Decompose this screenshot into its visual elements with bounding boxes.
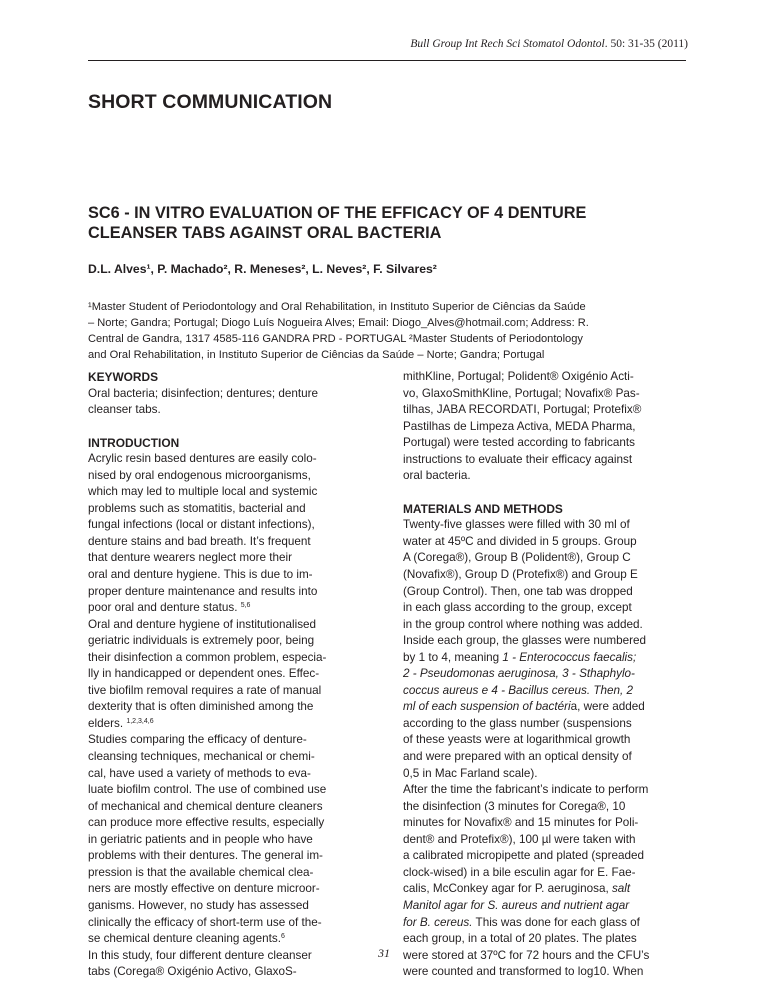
- text-line: oral bacteria.: [403, 469, 471, 483]
- text-fragment: elders.: [88, 716, 124, 730]
- text-line: of these yeasts were at logarithmical growth: [403, 733, 631, 747]
- introduction-heading: INTRODUCTION: [88, 435, 180, 450]
- text-line: luate biofilm control. The use of combined use: [88, 783, 327, 797]
- journal-name: Bull Group Int Rech Sci Stomatol Odontol: [410, 38, 605, 50]
- text-line: mithKline, Portugal; Polident® Oxigénio Acti-: [403, 370, 634, 383]
- text-line: Inside each group, the glasses were numbered: [403, 634, 646, 648]
- text-line: fungal infections (local or distant infections),: [88, 518, 315, 532]
- author-list: D.L. Alves¹, P. Machado², R. Meneses², L. Neves², F. Silvares²: [88, 262, 437, 276]
- text-line: pression is that the available chemical clea-: [88, 865, 314, 879]
- text-fragment: a, were added: [570, 700, 645, 714]
- text-line: coccus aureus e 4 - Bacillus cereus. Then, 2: [403, 683, 633, 697]
- spacer: [403, 485, 693, 501]
- text-line: a calibrated micropipette and plated (spreaded: [403, 849, 645, 863]
- text-line: nised by oral endogenous microorganisms,: [88, 468, 311, 482]
- affiliation-line: – Norte; Gandra; Portugal; Diogo Luís Nogueira Alves; Email: Diogo_Alves@hotmail.com; Address: R.: [88, 317, 589, 329]
- left-column: [88, 369, 378, 981]
- text-line: problems such as stomatitis, bacterial and: [88, 501, 306, 515]
- text-line: After the time the fabricant’s indicate to perform: [403, 783, 649, 797]
- italic-fragment: ml of each suspension of bactéri: [403, 700, 571, 714]
- text-fragment: This was done for each glass of: [472, 915, 640, 929]
- text-line: tive biofilm removal requires a rate of manual: [88, 683, 322, 697]
- text-line: of mechanical and chemical denture cleaners: [88, 799, 323, 813]
- title-line: SC6 - IN VITRO EVALUATION OF THE EFFICACY OF 4 DENTURE: [88, 204, 587, 222]
- keywords-line: Oral bacteria; disinfection; dentures; denture: [88, 386, 318, 400]
- text-line: were stored at 37ºC for 72 hours and the CFU’s: [403, 948, 650, 962]
- text-line: cleansing techniques, mechanical or chemi-: [88, 750, 315, 764]
- text-line: [403, 699, 693, 716]
- text-line: tabs (Corega® Oxigénio Activo, GlaxoS-: [88, 965, 297, 979]
- text-line: [403, 915, 693, 932]
- keywords-heading: KEYWORDS: [88, 370, 159, 384]
- spacer: [88, 419, 378, 435]
- text-line: Pastilhas de Limpeza Activa, MEDA Pharma,: [403, 419, 636, 433]
- text-line: Manitol agar for S. aureus and nutrient agar: [403, 898, 630, 912]
- paper-title: [88, 203, 688, 243]
- text-line: instructions to evaluate their efficacy against: [403, 452, 633, 466]
- methods-heading: MATERIALS AND METHODS: [403, 501, 563, 516]
- text-line: can produce more effective results, especially: [88, 816, 325, 830]
- text-line: Acrylic resin based dentures are easily colo-: [88, 452, 317, 466]
- text-line: water at 45ºC and divided in 5 groups. Group: [403, 534, 637, 548]
- text-line: denture stains and bad breath. It’s frequent: [88, 534, 311, 548]
- text-line: and were prepared with an optical density of: [403, 750, 632, 764]
- italic-fragment: for B. cereus.: [403, 915, 473, 929]
- text-line: each group, in a total of 20 plates. The plates: [403, 932, 637, 946]
- text-line: [88, 600, 378, 617]
- text-line: (Novafix®), Group D (Protefix®) and Group E: [403, 568, 638, 582]
- right-column: [403, 369, 693, 981]
- text-line: Twenty-five glasses were filled with 30 ml of: [403, 518, 630, 532]
- text-line: lly in handicapped or dependent ones. Effec-: [88, 667, 320, 681]
- affiliation-line: and Oral Rehabilitation, in Instituto Superior de Ciências da Saúde – Norte; Gandra; Portugal: [88, 349, 545, 361]
- citation: . 50: 31-35 (2011): [604, 38, 688, 50]
- text-line: oral and denture hygiene. This is due to im-: [88, 568, 313, 582]
- text-line: cal, have used a variety of methods to eva-: [88, 766, 311, 780]
- citation-ref: 6: [280, 933, 285, 941]
- text-line: 0,5 in Mac Farland scale).: [403, 766, 538, 780]
- text-line: Studies comparing the efficacy of denture-: [88, 733, 307, 747]
- text-line: Portugal) were tested according to fabricants: [403, 436, 635, 450]
- text-line: [403, 881, 693, 898]
- text-line: 2 - Pseudomonas aeruginosa, 3 - Sthaphylo-: [403, 667, 635, 681]
- page-number: 31: [378, 946, 390, 960]
- text-fragment: by 1 to 4, meaning: [403, 650, 503, 664]
- text-line: dent® and Protefix®), 100 µl were taken with: [403, 832, 636, 846]
- running-head: [80, 38, 688, 54]
- italic-fragment: salt: [608, 882, 631, 896]
- text-fragment: se chemical denture cleaning agents.: [88, 932, 281, 946]
- citation-ref: 5,6: [240, 602, 251, 610]
- text-line: dexterity that is often diminished among the: [88, 700, 314, 714]
- header-rule: [88, 60, 686, 61]
- text-line: the disinfection (3 minutes for Corega®, 10: [403, 799, 626, 813]
- text-line: according to the glass number (suspensions: [403, 716, 632, 730]
- section-label: SHORT COMMUNICATION: [88, 91, 333, 113]
- text-line: were counted and transformed to log10. When: [403, 965, 644, 979]
- text-line: [403, 650, 693, 667]
- keywords-line: cleanser tabs.: [88, 403, 161, 417]
- italic-fragment: 1 - Enterococcus faecalis;: [502, 650, 637, 664]
- text-line: A (Corega®), Group B (Polident®), Group C: [403, 551, 631, 565]
- affiliation: [88, 299, 698, 363]
- citation-ref: 1,2,3,4,6: [126, 717, 154, 725]
- text-line: vo, GlaxoSmithKline, Portugal; Novafix® Pas-: [403, 386, 640, 400]
- affiliation-line: Central de Gandra, 1317 4585-116 GANDRA PRD - PORTUGAL ²Master Students of Periodontology: [88, 333, 583, 345]
- text-line: in the group control where nothing was added.: [403, 617, 643, 631]
- text-line: tilhas, JABA RECORDATI, Portugal; Protefix®: [403, 403, 642, 417]
- text-fragment: poor oral and denture status.: [88, 601, 238, 615]
- text-line: proper denture maintenance and results into: [88, 584, 318, 598]
- text-line: that denture wearers neglect more their: [88, 551, 292, 565]
- text-line: clock-wised) in a bile esculin agar for E. Fae-: [403, 865, 636, 879]
- text-line: In this study, four different denture cleanser: [88, 948, 312, 962]
- text-line: their disinfection a common problem, especia-: [88, 650, 327, 664]
- text-line: problems with their dentures. The general im-: [88, 849, 323, 863]
- text-line: ganisms. However, no study has assessed: [88, 898, 309, 912]
- text-line: in geriatric patients and in people who have: [88, 832, 313, 846]
- title-line: CLEANSER TABS AGAINST ORAL BACTERIA: [88, 224, 442, 242]
- text-line: [88, 716, 378, 733]
- text-line: clinically the efficacy of short-term use of the-: [88, 915, 322, 929]
- text-line: (Group Control). Then, one tab was dropped: [403, 584, 633, 598]
- text-line: in each glass according to the group, except: [403, 601, 632, 615]
- text-line: ners are mostly effective on denture microor-: [88, 882, 320, 896]
- affiliation-line: ¹Master Student of Periodontology and Oral Rehabilitation, in Instituto Superior de Ciências da Saúde: [88, 301, 586, 313]
- text-line: which may led to multiple local and systemic: [88, 485, 318, 499]
- text-fragment: calis, McConkey agar for P. aeruginosa,: [403, 882, 609, 896]
- text-line: minutes for Novafix® and 15 minutes for Poli-: [403, 816, 639, 830]
- text-line: geriatric individuals is extremely poor, being: [88, 634, 315, 648]
- text-line: Oral and denture hygiene of institutionalised: [88, 617, 317, 631]
